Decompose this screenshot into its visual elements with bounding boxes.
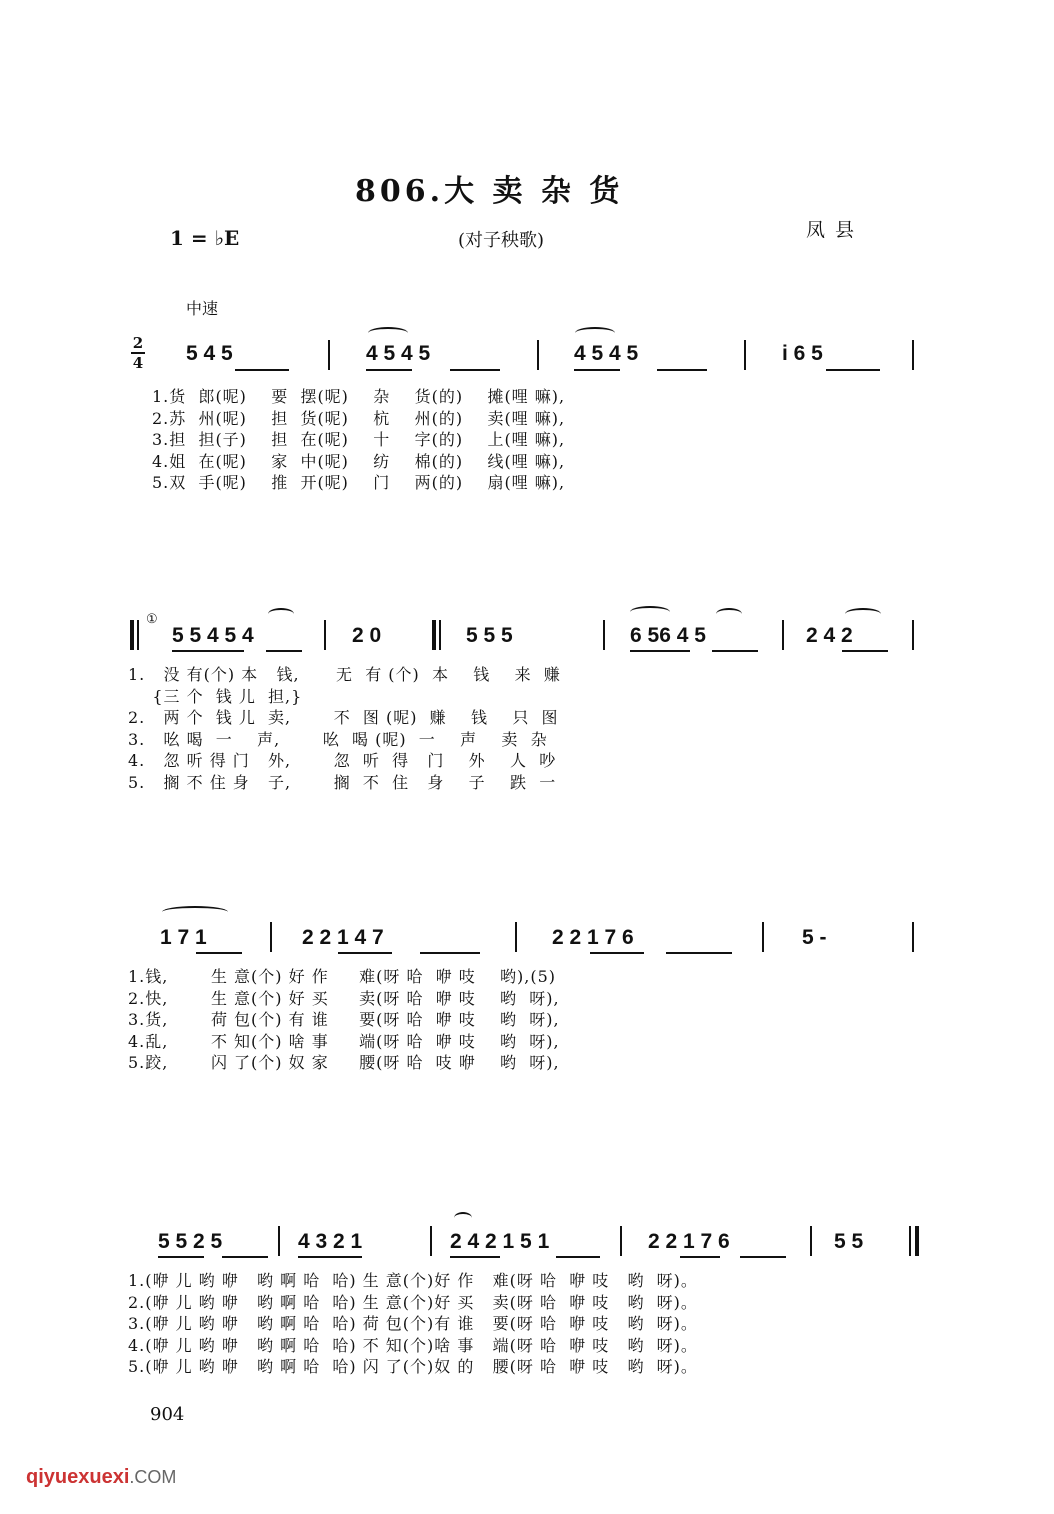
measure-3-2: 2 2 1 4 7 <box>302 926 384 949</box>
lyric-line: 1.钱, 生 意(个) 好 作 难(呀 哈 咿 吱 哟),(5) <box>128 967 557 986</box>
repeat-end-barline <box>439 620 441 650</box>
beam-line <box>366 369 412 371</box>
beam-line <box>712 650 758 652</box>
page-number: 904 <box>150 1404 185 1425</box>
time-signature-bottom: 4 <box>132 354 144 372</box>
barline <box>328 340 330 370</box>
repeat-start-barline <box>130 620 134 650</box>
beam-line <box>680 1256 720 1258</box>
barline <box>912 922 914 952</box>
slur-mark <box>268 608 294 620</box>
region-label: 凤县 <box>806 219 865 241</box>
barline <box>278 1226 280 1256</box>
measure-3-4: 5 - <box>802 926 827 949</box>
watermark-suffix: .COM <box>129 1467 177 1487</box>
beam-line <box>574 369 620 371</box>
beam-line <box>420 952 480 954</box>
beam-line <box>657 369 707 371</box>
tempo-marking: 中速 <box>186 299 219 318</box>
final-barline <box>909 1226 911 1256</box>
measure-3-3: 2 2 1 7 6 <box>552 926 634 949</box>
barline <box>810 1226 812 1256</box>
barline <box>912 620 914 650</box>
barline <box>324 620 326 650</box>
beam-line <box>842 650 888 652</box>
site-watermark <box>26 1466 176 1489</box>
beam-line <box>235 369 289 371</box>
lyric-line: 1.(咿 儿 哟 咿 哟 啊 哈 哈) 生 意(个)好 作 难(呀 哈 咿 吱 哟 呀)。 <box>128 1271 698 1290</box>
lyric-line: 4.姐 在(呢) 家 中(呢) 纺 棉(的) 线(哩 嘛), <box>152 451 566 471</box>
slur-mark <box>454 1212 472 1224</box>
key-signature: 1 = ♭E <box>170 226 240 250</box>
lyric-line: 5.双 手(呢) 推 开(呢) 门 两(的) 扇(哩 嘛), <box>152 473 566 492</box>
slur-mark <box>368 327 408 339</box>
barline <box>603 620 605 650</box>
time-signature <box>131 334 145 372</box>
lyric-line: 5.(咿 儿 哟 咿 哟 啊 哈 哈) 闪 了(个)奴 的 腰(呀 哈 咿 吱 哟 呀)。 <box>128 1357 698 1376</box>
lyric-line: 2.快, 生 意(个) 好 买 卖(呀 哈 咿 吱 哟 呀), <box>128 988 560 1008</box>
measure-2-2: 2 0 <box>352 624 382 647</box>
measure-1-3: 4 5 4 5 <box>574 342 639 365</box>
lyric-line: 2.(咿 儿 哟 咿 哟 啊 哈 哈) 生 意(个)好 买 卖(呀 哈 咿 吱 哟 呀)。 <box>128 1292 698 1312</box>
final-barline <box>915 1226 919 1256</box>
lyrics-block-3 <box>128 966 560 1074</box>
lyric-line: 5.跤, 闪 了(个) 奴 家 腰(呀 哈 吱 咿 哟 呀), <box>128 1053 560 1072</box>
measure-4-1: 5 5 2 5 <box>158 1230 223 1253</box>
barline <box>537 340 539 370</box>
lyric-line: 3.货, 荷 包(个) 有 谁 要(呀 哈 咿 吱 哟 呀), <box>128 1010 560 1029</box>
beam-line <box>826 369 880 371</box>
barline <box>782 620 784 650</box>
lyric-line: 4.(咿 儿 哟 咿 哟 啊 哈 哈) 不 知(个)啥 事 端(呀 哈 咿 吱 哟 呀)。 <box>128 1335 698 1355</box>
slur-mark <box>575 327 615 339</box>
slur-mark <box>716 608 742 620</box>
barline <box>270 922 272 952</box>
slur-mark <box>845 608 881 620</box>
measure-4-4: 2 2 1 7 6 <box>648 1230 730 1253</box>
song-title: 806.大 卖 杂 货 <box>355 174 624 209</box>
barline <box>620 1226 622 1256</box>
beam-line <box>590 952 644 954</box>
measure-2-3: 5 5 5 <box>466 624 513 647</box>
barline <box>744 340 746 370</box>
barline <box>430 1226 432 1256</box>
lyric-line: 2. 两 个 钱 儿 卖, 不 图 (呢) 赚 钱 只 图 <box>128 708 559 727</box>
beam-line <box>450 369 500 371</box>
measure-2-5: 2 4 2 <box>806 624 853 647</box>
lyric-line: {三 个 钱 儿 担,} <box>128 686 303 706</box>
beam-line <box>450 1256 500 1258</box>
lyric-line: 3.担 担(子) 担 在(呢) 十 字(的) 上(哩 嘛), <box>152 430 566 449</box>
measure-1-1: 5 4 5 <box>186 342 233 365</box>
lyrics-block-4 <box>128 1270 698 1378</box>
lyric-line: 4.乱, 不 知(个) 啥 事 端(呀 哈 咿 吱 哟 呀), <box>128 1031 560 1051</box>
lyric-line: 1. 没 有(个) 本 钱, 无 有 (个) 本 钱 来 赚 <box>128 665 561 684</box>
lyric-line: 4. 忽 听 得 门 外, 忽 听 得 门 外 人 吵 <box>128 751 557 770</box>
measure-2-4: 6 56 4 5 <box>630 624 706 647</box>
lyric-line: 1.货 郎(呢) 要 摆(呢) 杂 货(的) 摊(哩 嘛), <box>152 387 566 406</box>
measure-1-2: 4 5 4 5 <box>366 342 431 365</box>
lyric-line: 2.苏 州(呢) 担 货(呢) 杭 州(的) 卖(哩 嘛), <box>152 408 566 428</box>
lyric-line: 3. 吆 喝 一 声, 吆 喝 (呢) 一 声 卖 杂 <box>128 729 548 749</box>
beam-line <box>666 952 732 954</box>
beam-line <box>158 1256 204 1258</box>
measure-1-4: i 6 5 <box>782 342 823 365</box>
barline <box>515 922 517 952</box>
beam-line <box>298 1256 362 1258</box>
beam-line <box>740 1256 786 1258</box>
lyric-line: 5. 搁 不 住 身 子, 搁 不 住 身 子 跌 一 <box>128 772 557 792</box>
barline <box>912 340 914 370</box>
beam-line <box>172 650 244 652</box>
beam-line <box>556 1256 600 1258</box>
beam-line <box>196 952 242 954</box>
variation-mark: ① <box>146 612 158 627</box>
beam-line <box>222 1256 268 1258</box>
repeat-end-barline <box>432 620 436 650</box>
lyrics-block-1 <box>152 386 565 494</box>
beam-line <box>266 650 302 652</box>
lyric-line: 3.(咿 儿 哟 咿 哟 啊 哈 哈) 荷 包(个)有 谁 要(呀 哈 咿 吱 哟 呀)。 <box>128 1314 698 1333</box>
measure-3-1: 1 7 1 <box>160 926 207 949</box>
time-signature-top: 2 <box>132 334 144 352</box>
lyrics-block-2 <box>128 664 561 793</box>
slur-mark <box>630 606 670 618</box>
measure-4-3: 2 4 2 1 5 1 <box>450 1230 550 1253</box>
measure-4-5: 5 5 <box>834 1230 864 1253</box>
slur-mark <box>162 906 228 918</box>
barline <box>762 922 764 952</box>
genre-label: (对子秧歌) <box>458 230 545 251</box>
measure-4-2: 4 3 2 1 <box>298 1230 363 1253</box>
beam-line <box>338 952 392 954</box>
measure-2-1: 5 5 4 5 4 <box>172 624 254 647</box>
watermark-brand: qiyuexuexi <box>26 1466 130 1488</box>
beam-line <box>630 650 690 652</box>
repeat-start-barline <box>137 620 139 650</box>
